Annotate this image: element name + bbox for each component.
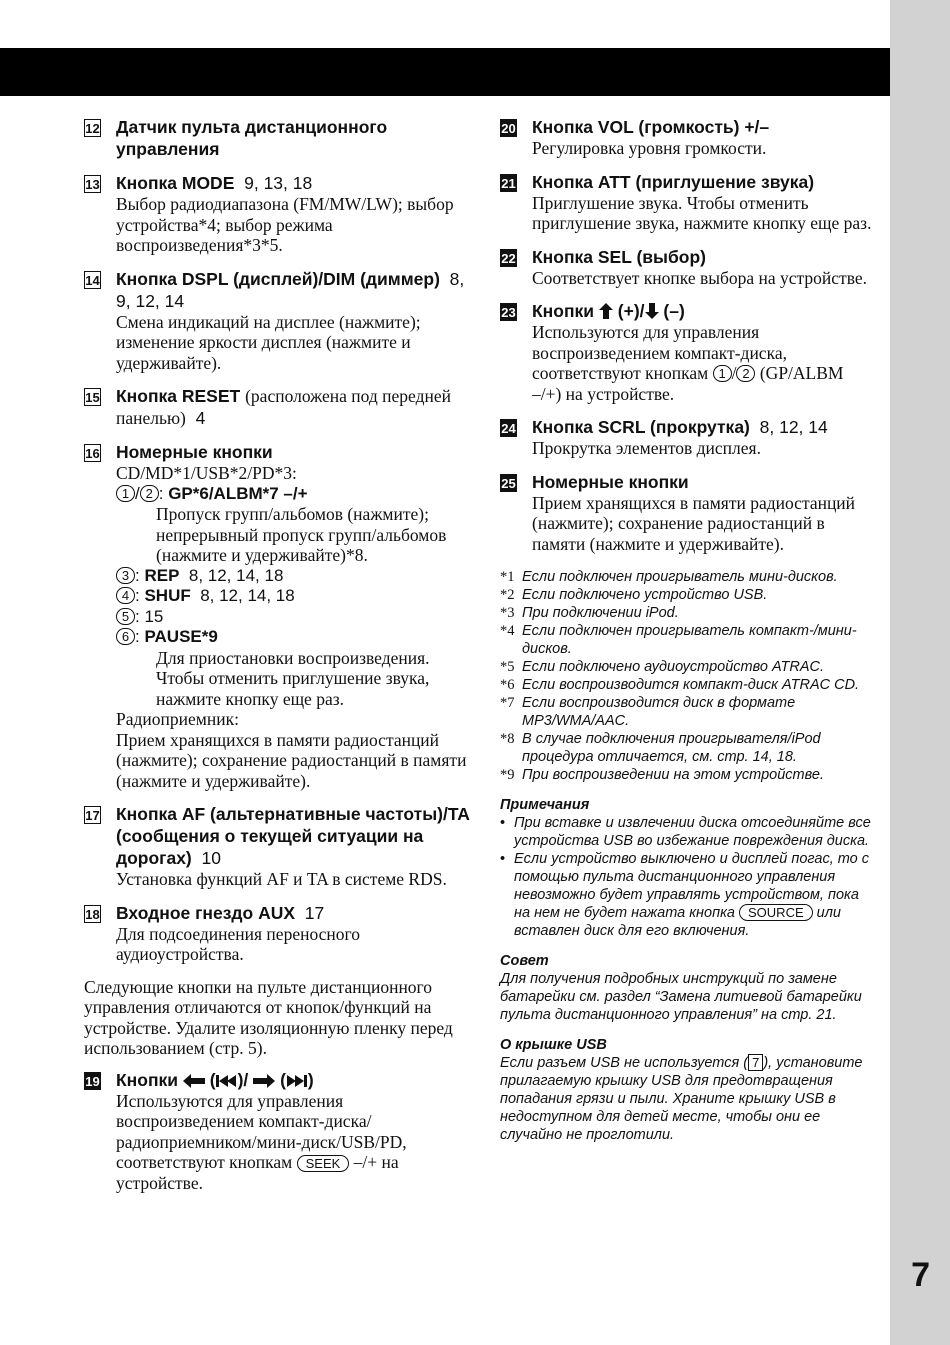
item-desc: Регулировка уровня громкости. [532, 138, 767, 158]
item-desc: Для подсоединения переносного аудиоустройства. [116, 923, 361, 964]
item-desc: Соответствует кнопке выбора на устройстве. [532, 267, 867, 288]
key-5-icon: 5 [116, 608, 135, 625]
item-title: Кнопка SCRL (прокрутка) [532, 417, 750, 437]
footnote-text: Если подключен проигрыватель мини-дисков. [522, 569, 838, 585]
item-title: Кнопка VOL (громкость) +/– [532, 117, 770, 137]
arrow-right-icon [253, 1074, 275, 1088]
item-number: 12 [85, 121, 100, 136]
title-part: (–) [663, 301, 685, 321]
remote-note-paragraph: Следующие кнопки на пульте дистанционного управления отличаются от кнопок/функций на устройстве. Удалите изоляционную пленку перед использованием (стр. 5). [84, 976, 453, 1058]
item-12 [84, 116, 474, 160]
item-ref-box: 7 [748, 1054, 763, 1071]
item-title: Кнопка DSPL (дисплей)/DIM (диммер) [116, 268, 440, 289]
footnote-text: Если воспроизводится компакт-диск ATRAC CD. [522, 677, 860, 693]
item-pages: 9, 13, 18 [244, 173, 313, 193]
tip-heading: Совет [500, 953, 549, 969]
key-2-icon: 2 [140, 485, 159, 502]
item-desc: Прокрутка элементов дисплея. [532, 438, 761, 458]
note-text-end: или вставлен диск для его включения. [514, 905, 841, 939]
footnote [500, 586, 875, 604]
item-title: Кнопка AF (альтернативные частоты)/TA (сообщения о текущей ситуации на дорогах) [116, 804, 470, 868]
footnote-text: При воспроизведении на этом устройстве. [522, 767, 824, 783]
usb-cover-heading: О крышке USB [500, 1037, 607, 1053]
footnote [500, 694, 875, 730]
item-number: 18 [85, 906, 100, 922]
item-pages: 8, 12, 14 [759, 417, 828, 437]
item-number: 24 [501, 421, 516, 436]
item-number: 21 [501, 175, 516, 191]
item-desc: Используются для управления воспроизведением компакт-диска/радиоприемником/мини-диск/USB/PD, соответствуют кнопкам [116, 1090, 407, 1172]
item-desc: Установка функций AF и TA в системе RDS. [116, 869, 447, 889]
right-column [500, 116, 875, 1144]
footnote-key: *9 [500, 767, 515, 783]
item-title: Датчик пульта дистанционного управления [116, 117, 388, 159]
item-20 [500, 116, 875, 159]
item-pages: 4 [195, 408, 206, 428]
usb-cover-text [500, 1054, 875, 1144]
footnote-text: При подключении iPod. [522, 605, 679, 621]
footnote-key: *6 [500, 677, 515, 693]
key-label: SHUF [144, 586, 191, 605]
item-number: 13 [85, 177, 100, 192]
radio-desc: Прием хранящихся в памяти радиостанций (нажмите); сохранение радиостанций в памяти (нажмите и удерживайте). [116, 729, 467, 791]
item-number: 15 [85, 390, 100, 405]
item-number: 16 [85, 446, 100, 461]
footnote-text: Если воспроизводится диск в формате MP3/WMA/AAC. [522, 695, 796, 729]
next-track-icon [286, 1074, 308, 1088]
item-number: 20 [501, 121, 516, 136]
item-extra: (расположена под передней панелью) [116, 386, 451, 428]
key-label: REP [144, 565, 180, 585]
arrow-up-icon [599, 303, 613, 319]
footnotes [500, 568, 875, 784]
key-3-icon: 3 [116, 567, 135, 584]
key-desc: Для приостановки воспроизведения. Чтобы отменить приглушение звука, нажмите кнопку еще раз. [156, 647, 430, 709]
item-desc-end: –/+ на устройстве. [116, 1152, 399, 1193]
item-18 [84, 902, 474, 965]
item-19 [84, 1069, 474, 1194]
footnote-text: Если подключено устройство USB. [522, 587, 768, 603]
item-title: Кнопка SEL (выбор) [532, 246, 706, 267]
item-23: 23 Кнопки (+)/ (–) Используются для управления воспроизведением компакт-диска, соответствуют кнопкам 1 / 2 (GP/ALBM –/+) на устройстве. [501, 301, 844, 404]
item-pages: 8, 9, 12, 14 [116, 268, 465, 311]
seek-button-icon: SEEK [297, 1155, 350, 1172]
item-number: 19 [85, 1073, 100, 1089]
previous-track-icon [216, 1074, 238, 1088]
arrow-left-icon [183, 1074, 205, 1088]
note-bullet: • При вставке и извлечении диска отсоединяйте все устройства USB во избежание повреждения диска. [500, 815, 871, 849]
footnote [500, 766, 875, 784]
footnote [500, 568, 875, 586]
source-button-icon: SOURCE [739, 904, 813, 921]
item-25 [500, 471, 875, 555]
usb-text-a: Если разъем USB не используется ( [500, 1055, 749, 1071]
paren: ) [307, 1069, 314, 1090]
separator: )/ [237, 1069, 249, 1090]
item-pages: 10 [201, 848, 221, 868]
key-1-icon: 1 [116, 485, 135, 502]
item-title: Номерные кнопки [116, 442, 273, 462]
key-6-icon: 6 [116, 628, 135, 645]
left-column [84, 116, 474, 1205]
item-number: 25 [501, 475, 516, 491]
key-label: PAUSE*9 [144, 627, 218, 646]
item-desc: Смена индикаций на дисплее (нажмите); изменение яркости дисплея (нажмите и удерживайте). [116, 311, 421, 373]
key-pages: 15 [144, 606, 164, 626]
item-title: Кнопка ATT (приглушение звука) [532, 171, 815, 192]
item-desc: Выбор радиодиапазона (FM/MW/LW); выбор устройства*4; выбор режима воспроизведения*3*5. [116, 194, 454, 255]
note-text: При вставке и извлечении диска отсоединяйте все устройства USB во избежание повреждения диска. [514, 815, 871, 849]
footnote-key: *4 [500, 623, 515, 639]
item-title: Номерные кнопки [532, 471, 689, 492]
item-number: 23 [501, 305, 516, 320]
footnote [500, 676, 875, 694]
title-part: (+)/ [617, 301, 645, 321]
item-desc-end: (GP/ALBM –/+) на устройстве. [532, 363, 844, 404]
key-pages: 8, 12, 14, 18 [188, 565, 284, 585]
paren: ( [280, 1069, 286, 1090]
footnote-key: *2 [500, 587, 515, 603]
tip-text: Для получения подробных инструкций по замене батарейки см. раздел “Замена литиевой батарейки пульта дистанционного управления” на стр. 21. [500, 971, 862, 1023]
item-title: Кнопки [532, 301, 595, 321]
note-bullet: • Если устройство выключено и дисплей погас, то с помощью пульта дистанционного управления невозможно будет управлять устройством, пока на нем не будет нажата кнопка SOURCE или вставлен диск для его включения. [500, 851, 870, 939]
footnote-text: В случае подключения проигрывателя/iPod процедура отличается, см. стр. 14, 18. [522, 731, 821, 765]
item-24 [500, 416, 875, 459]
item-title: Кнопка RESET [116, 386, 241, 406]
footnote [500, 730, 875, 766]
usb-text-b: ), установите прилагаемую крышку USB для предотвращения попадания грязи и пыли. Храните крышку USB в недоступном для детей месте, чтобы они ее случайно не проглотили. [500, 1055, 863, 1143]
footnote [500, 604, 875, 622]
footnote [500, 622, 875, 658]
footnote-key: *3 [500, 605, 515, 621]
key-pages: 8, 12, 14, 18 [200, 586, 295, 605]
note-text: Если устройство выключено и дисплей погас, то с помощью пульта дистанционного управления невозможно будет управлять устройством, пока на нем не будет нажата кнопка [514, 851, 870, 921]
footnote-text: Если подключен проигрыватель компакт-/мини-дисков. [522, 623, 857, 657]
footnote [500, 658, 875, 676]
item-17 [84, 803, 474, 890]
item-13 [84, 172, 474, 256]
item-title: Кнопка MODE [116, 173, 235, 193]
item-14 [84, 268, 474, 374]
item-title: Входное гнездо AUX [116, 902, 296, 923]
footnote-key: *5 [500, 659, 515, 675]
footnote-key: *1 [500, 569, 515, 585]
footnote-key: *8 [500, 731, 515, 747]
item-number: 17 [85, 808, 100, 823]
page-number: 7 [911, 1256, 930, 1294]
key-1-icon: 1 [713, 365, 732, 382]
item-line: CD/MD*1/USB*2/PD*3: [116, 463, 297, 483]
arrow-down-icon [645, 303, 659, 319]
item-desc: Используются для управления воспроизведением компакт-диска, соответствуют кнопкам [532, 322, 787, 383]
item-number: 22 [501, 250, 516, 266]
item-number: 14 [85, 272, 100, 288]
item-desc: Прием хранящихся в памяти радиостанций (нажмите); сохранение радиостанций в памяти (нажмите и удерживайте). [532, 492, 856, 554]
item-22 [500, 246, 875, 289]
paren: ( [209, 1069, 216, 1090]
key-label: GP*6/ALBM*7 –/+ [168, 483, 308, 503]
item-15 [84, 385, 474, 429]
footnote-text: Если подключено аудиоустройство ATRAC. [522, 659, 825, 675]
item-pages: 17 [304, 902, 325, 923]
header-bar [0, 48, 890, 96]
key-4-icon: 4 [116, 587, 135, 604]
page-sidebar [890, 0, 950, 1345]
radio-label: Радиоприемник: [116, 709, 239, 729]
key-desc: Пропуск групп/альбомов (нажмите); непрерывный пропуск групп/альбомов (нажмите и удерживайте)*8. [156, 504, 447, 565]
footnote-key: *7 [500, 695, 515, 711]
item-title: Кнопки [116, 1069, 179, 1090]
item-16: 16 Номерные кнопки CD/MD*1/USB*2/PD*3: 1 / 2 : GP*6/ALBM*7 –/+ Пропуск групп/альбомов (нажмите); непрерывный пропуск групп/альбомов (нажмите и удерживайте)*8. 3 : REP 8, 12, 14, 18 4 : SHUF 8, 12, 14, 18 5 : 15 6 : PAUSE*9 Для приостановки воспроизведения. Чтобы отменить приглушение звука, нажмите кнопку еще раз. Радиоприемник: Прием хранящихся в памяти радиостанций (нажмите); сохранение радиостанций в памяти (нажмите и удерживайте). [84, 441, 474, 791]
item-desc: Приглушение звука. Чтобы отменить приглушение звука, нажмите кнопку еще раз. [532, 192, 872, 233]
item-21 [500, 171, 875, 234]
key-2-icon: 2 [736, 365, 755, 382]
notes-heading: Примечания [500, 797, 590, 813]
